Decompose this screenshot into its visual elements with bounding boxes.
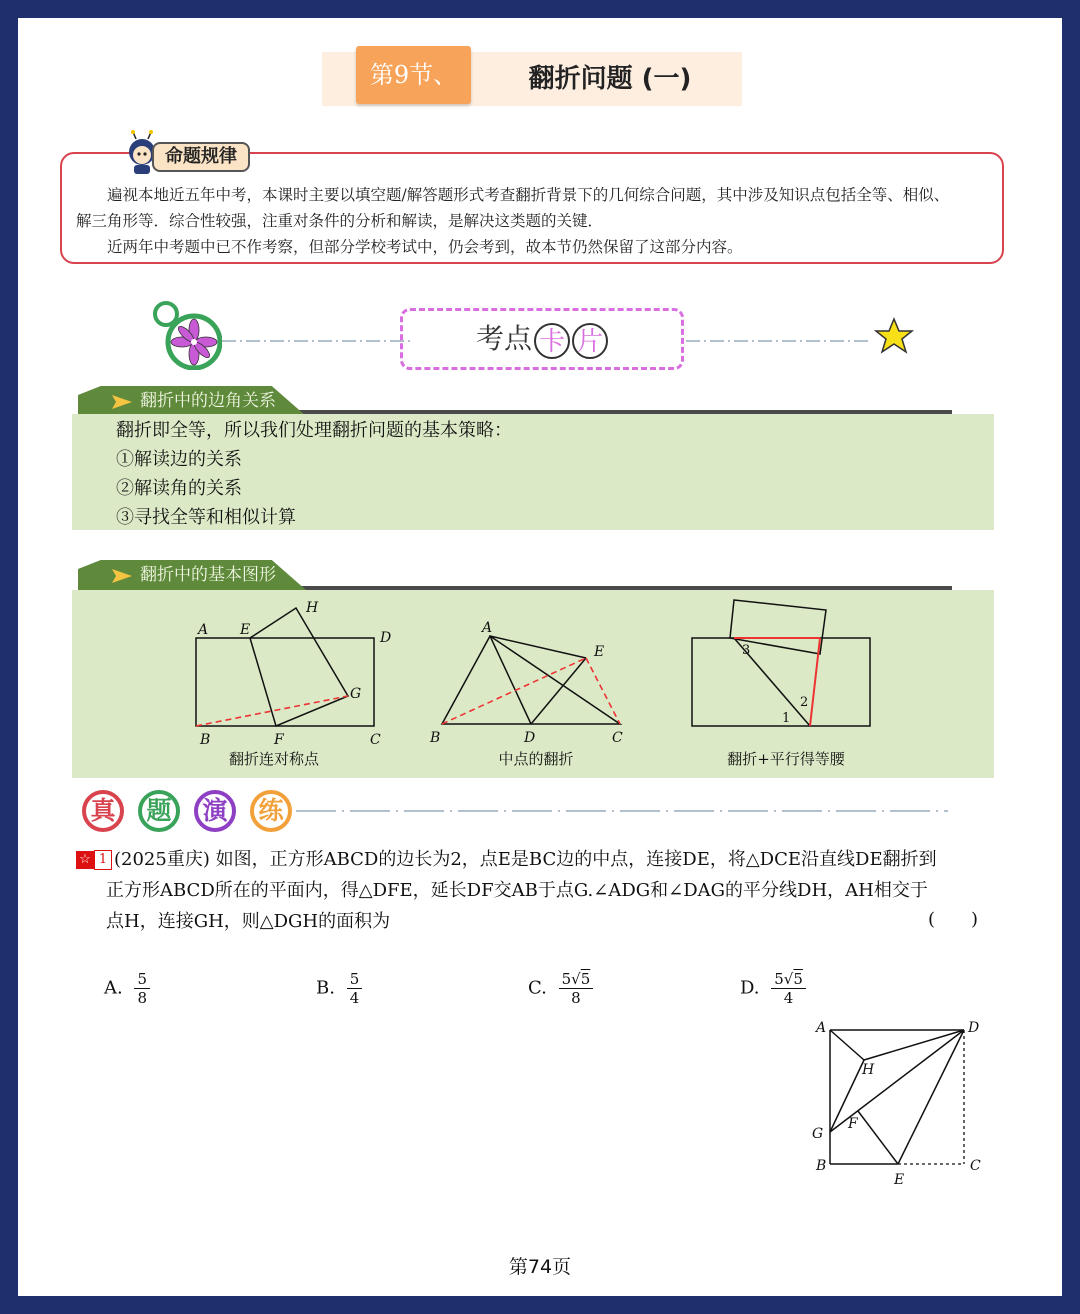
fig3-angle-1: 1 <box>782 711 791 726</box>
problem-line-1 <box>76 844 976 875</box>
rule-line-1: 遍视本地近五年中考，本课时主要以填空题/解答题形式考查翻折背景下的几何综合问题，其中涉及知识点包括全等、相似、 <box>107 186 950 204</box>
fig2-label-d: D <box>524 730 536 746</box>
choice-c-root: 5 <box>580 970 591 988</box>
problem-fig-label-g: G <box>812 1126 824 1142</box>
choice-a[interactable] <box>104 970 150 1007</box>
fig1-label-a: A <box>198 622 209 638</box>
problem-line-3: 点H，连接GH，则△DGH的面积为 <box>106 911 391 932</box>
panel1-list <box>116 416 512 532</box>
panel1-item-1: ①解读边的关系 <box>116 449 242 470</box>
page-number: 第74页 <box>508 1256 572 1278</box>
rule-text <box>76 182 996 260</box>
choice-c[interactable] <box>528 970 593 1007</box>
plane-icon <box>112 393 132 411</box>
problem-fig-label-a: A <box>816 1020 827 1036</box>
panel2-title: 翻折中的基本图形 <box>140 565 276 585</box>
choice-d-label: D. <box>740 977 760 999</box>
card-title-text: 考点 <box>475 322 532 355</box>
choice-b[interactable] <box>316 970 362 1007</box>
figure-parallel-isosceles <box>686 594 876 728</box>
rule-line-3: 近两年中考题中已不作考察，但部分学校考试中，仍会考到，故本节仍然保留了这部分内容。 <box>107 238 743 256</box>
fig1-label-e: E <box>240 622 251 638</box>
problem-line-2: 正方形ABCD所在的平面内，得△DFE，延长DF交AB于点G.∠ADG和∠DAG的平分线DH，AH相交于 <box>106 880 928 901</box>
problem-fig-label-c: C <box>970 1158 981 1174</box>
card-char-2: 片 <box>572 323 608 359</box>
fig2-label-b: B <box>430 730 441 746</box>
problem-fig-label-e: E <box>894 1172 905 1188</box>
rule-label: 命题规律 <box>152 142 250 172</box>
choice-c-fraction <box>559 970 594 1007</box>
ribbon-line-right <box>686 336 872 346</box>
problem-text <box>76 844 979 937</box>
plane-icon <box>112 567 132 585</box>
problem-line-1-text: (2025重庆) 如图，正方形ABCD的边长为2，点E是BC边的中点，连接DE，将△DCE沿直线DE翻折到 <box>114 849 937 870</box>
choice-a-num: 5 <box>134 970 150 989</box>
card-title <box>400 308 684 370</box>
practice-line <box>296 806 948 816</box>
section-title: 翻折问题 (一) <box>528 64 692 94</box>
choice-a-den: 8 <box>137 989 148 1007</box>
fig2-label-a: A <box>482 620 493 636</box>
question-number: 1 <box>94 850 112 870</box>
rule-line-2: 解三角形等．综合性较强，注重对条件的分析和解读，是解决这类题的关键． <box>76 212 604 230</box>
panel1-item-2: ②解读角的关系 <box>116 478 242 499</box>
fig2-label-c: C <box>612 730 623 746</box>
choice-d-fraction <box>771 970 806 1007</box>
panel1-item-3: ③寻找全等和相似计算 <box>116 507 296 528</box>
problem-figure <box>808 1018 998 1190</box>
panel1-intro: 翻折即全等，所以我们处理翻折问题的基本策略： <box>116 420 512 441</box>
problem-fig-label-f: F <box>848 1116 858 1132</box>
fig1-label-c: C <box>370 732 381 746</box>
choice-a-label: A. <box>104 977 123 999</box>
fig1-label-g: G <box>350 686 362 702</box>
choice-a-fraction <box>134 970 150 1007</box>
practice-char-4: 练 <box>250 790 292 832</box>
fig1-caption: 翻折连对称点 <box>228 750 319 768</box>
panel1-title: 翻折中的边角关系 <box>140 391 276 411</box>
figure-midpoint-fold <box>426 616 636 746</box>
fig1-label-f: F <box>274 732 284 746</box>
question-star-icon: ☆ <box>76 851 94 869</box>
choice-c-label: C. <box>528 977 547 999</box>
practice-char-1: 真 <box>82 790 124 832</box>
choice-b-label: B. <box>316 977 335 999</box>
choice-b-num: 5 <box>347 970 363 989</box>
choice-c-num: 5√ <box>561 970 581 988</box>
choice-d[interactable] <box>740 970 806 1007</box>
fig3-angle-3: 3 <box>742 643 751 658</box>
fig1-label-d: D <box>380 630 392 646</box>
fig1-label-h: H <box>306 600 319 616</box>
page <box>18 18 1062 1296</box>
problem-fig-label-d: D <box>968 1020 980 1036</box>
fig3-caption: 翻折+平行得等腰 <box>727 750 845 768</box>
choice-c-den: 8 <box>571 989 581 1007</box>
section-tag: 第9节、 <box>356 46 471 104</box>
fig3-angle-2: 2 <box>800 695 809 710</box>
fig2-label-e: E <box>594 644 605 660</box>
star-icon <box>874 316 914 356</box>
card-char-1: 卡 <box>534 323 570 359</box>
choice-b-fraction <box>347 970 363 1007</box>
fig1-label-b: B <box>200 732 211 746</box>
choice-d-num: 5√ <box>774 970 794 988</box>
fig2-caption: 中点的翻折 <box>498 750 574 768</box>
answer-paren: ( ) <box>928 909 979 930</box>
ribbon-line-left <box>222 336 412 346</box>
problem-fig-label-h: H <box>862 1062 875 1078</box>
flower-icon <box>152 300 222 370</box>
practice-char-2: 题 <box>138 790 180 832</box>
choice-d-den: 4 <box>783 989 794 1007</box>
practice-char-3: 演 <box>194 790 236 832</box>
choice-d-root: 5 <box>793 970 803 988</box>
choice-b-den: 4 <box>349 989 360 1007</box>
figure-fold-symmetric <box>178 596 408 746</box>
problem-fig-label-b: B <box>816 1158 827 1174</box>
